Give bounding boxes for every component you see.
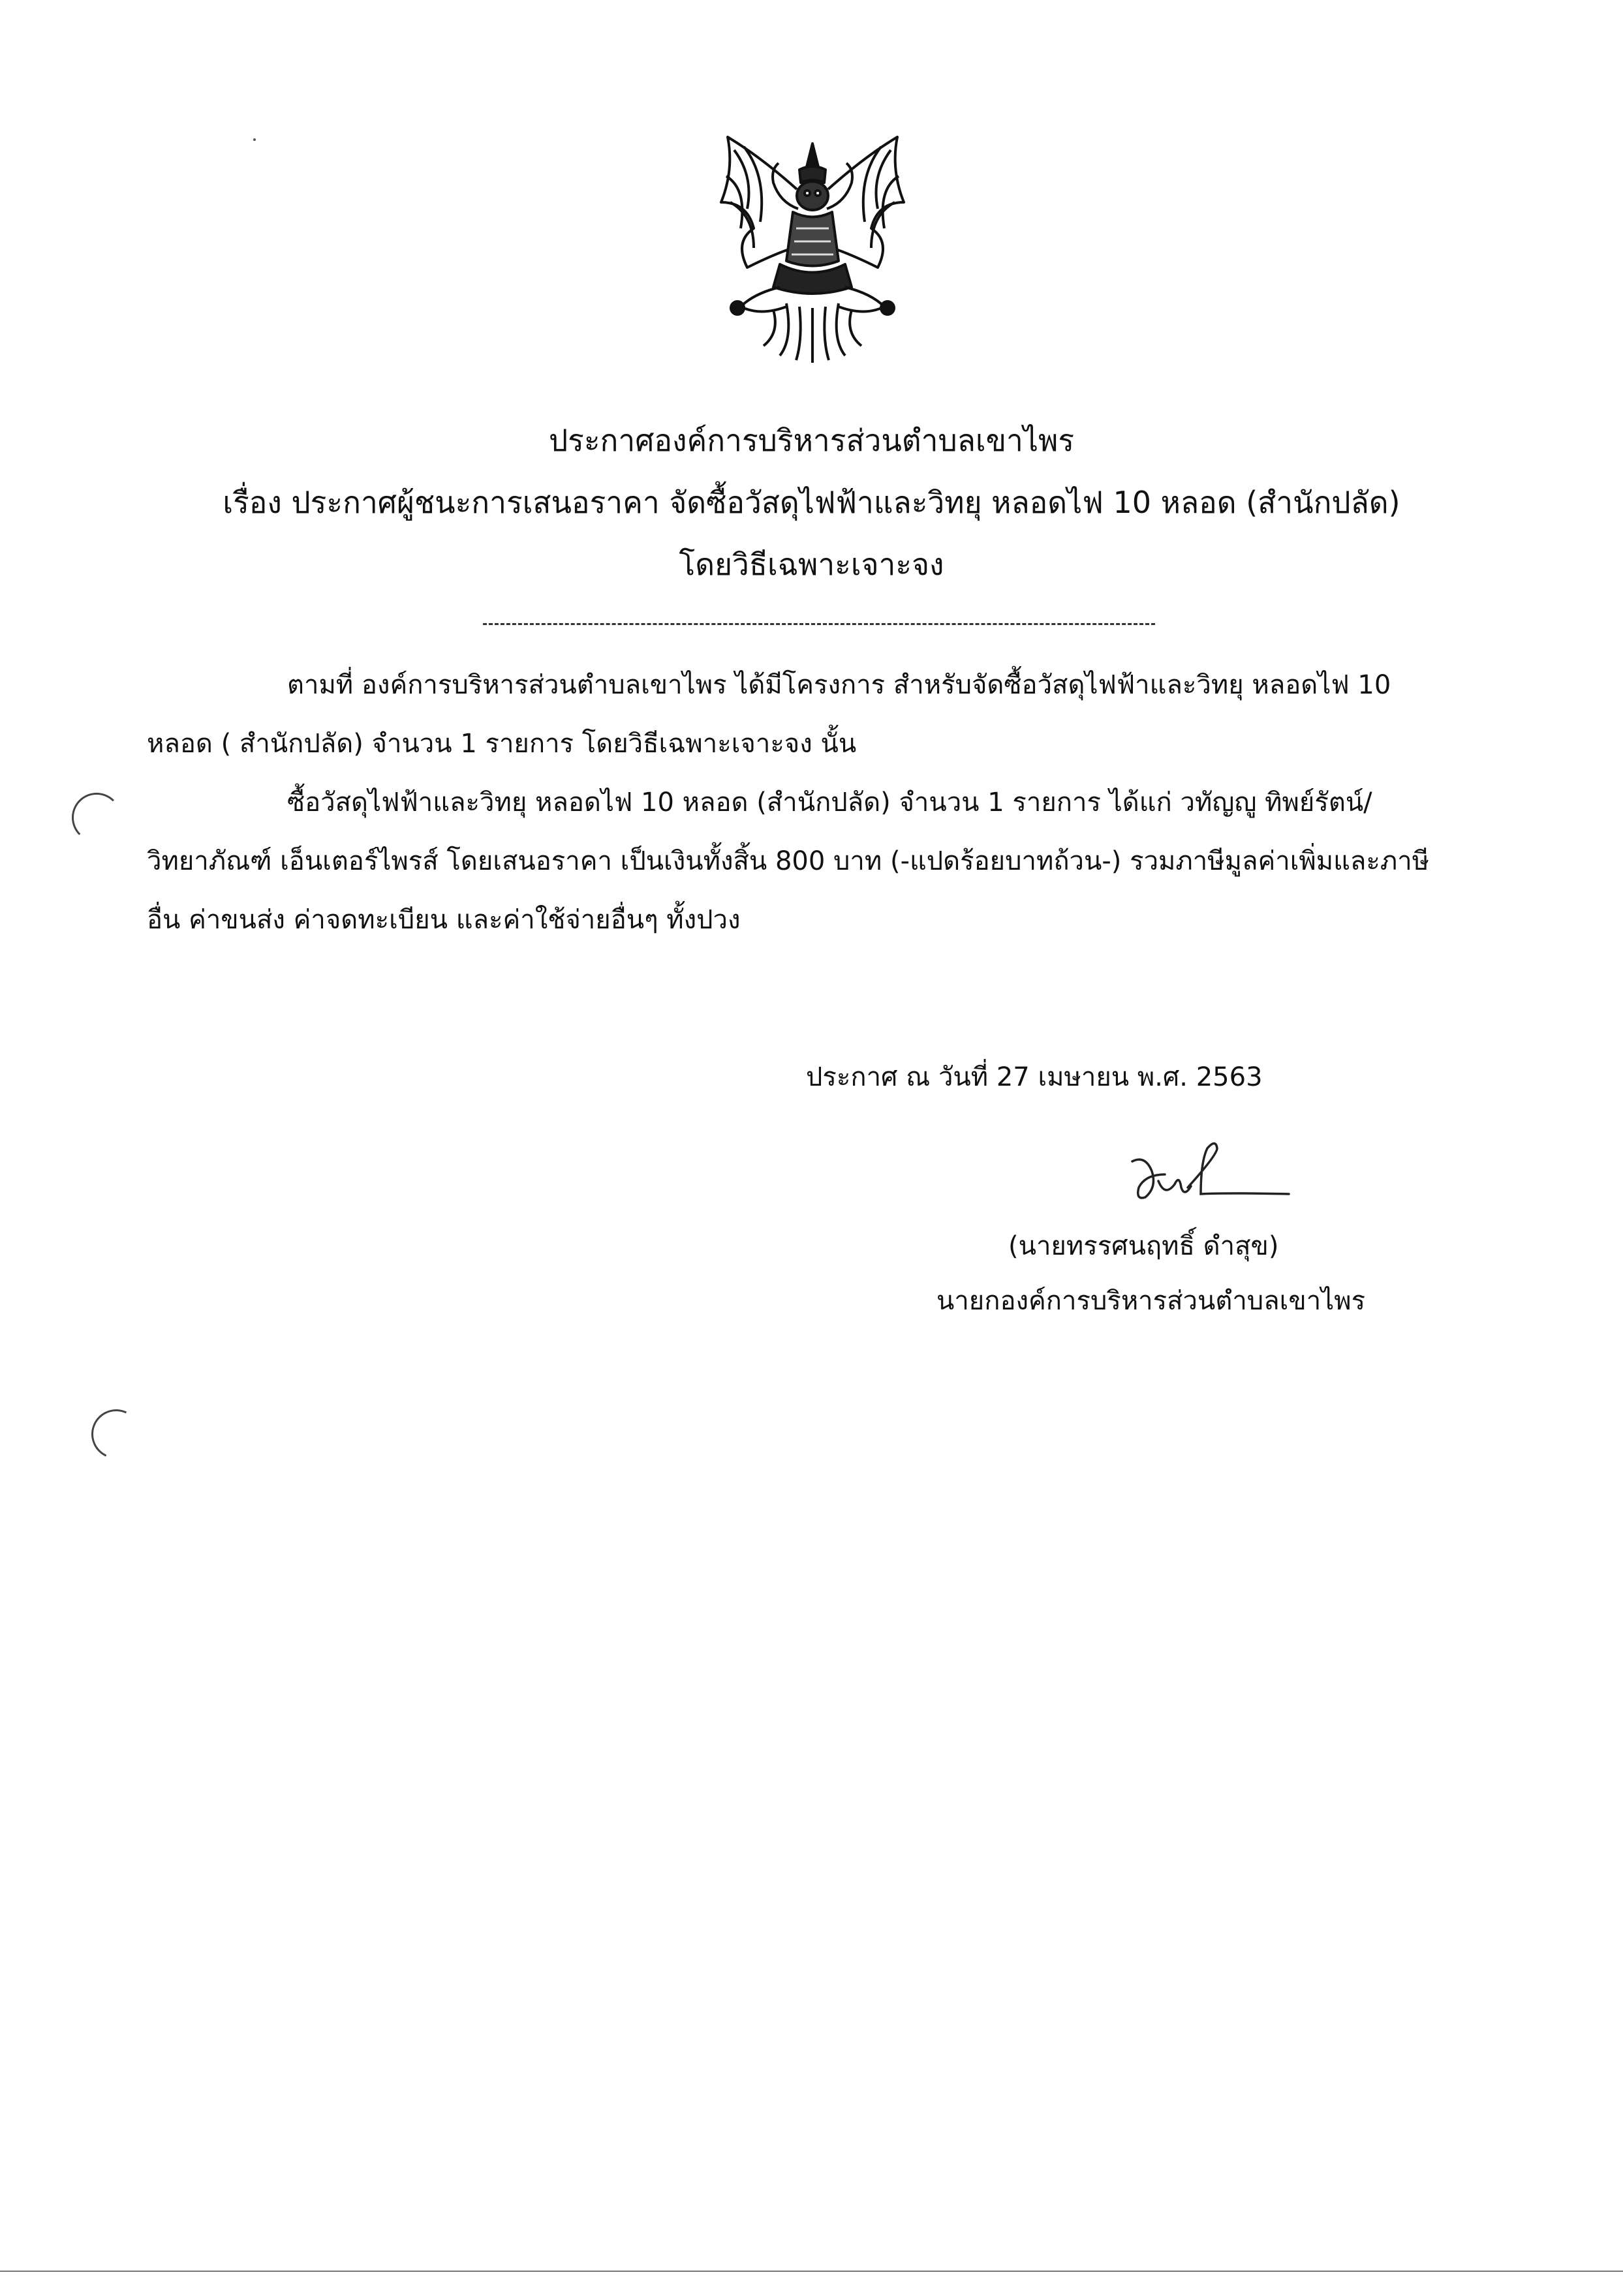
announcement-title: ประกาศองค์การบริหารส่วนตำบลเขาไพร [548, 423, 1075, 458]
scan-speck [253, 138, 256, 141]
handwritten-signature [1119, 1135, 1315, 1214]
announcement-subject: เรื่อง ประกาศผู้ชนะการเสนอราคา จัดซื้อวัสดุไฟฟ้าและวิทยุ หลอดไฟ 10 หลอด (สำนักปลัด) [223, 485, 1400, 520]
punch-hole-mark [84, 1402, 147, 1465]
signatory-position: นายกองค์การบริหารส่วนตำบลเขาไพร [936, 1286, 1366, 1316]
signatory-name: (นายทรรศนฤทธิ์ ดำสุข) [1008, 1231, 1279, 1261]
scan-edge-line [0, 2271, 1623, 2272]
title-divider [483, 623, 1155, 625]
body-paragraph-2-line-1: ซื้อวัสดุไฟฟ้าและวิทยุ หลอดไฟ 10 หลอด (สำนักปลัด) จำนวน 1 รายการ ได้แก่ วทัญญู ทิพย์รัตน์/ [287, 788, 1372, 818]
garuda-emblem-icon [708, 130, 917, 365]
body-paragraph-1-line-1: ตามที่ องค์การบริหารส่วนตำบลเขาไพร ได้มีโครงการ สำหรับจัดซื้อวัสดุไฟฟ้าและวิทยุ หลอดไฟ 10 [287, 670, 1391, 700]
announcement-method: โดยวิธีเฉพาะเจาะจง [679, 547, 944, 582]
body-paragraph-2-line-3: อื่น ค่าขนส่ง ค่าจดทะเบียน และค่าใช้จ่ายอื่นๆ ทั้งปวง [147, 905, 741, 935]
body-paragraph-1-line-2: หลอด ( สำนักปลัด) จำนวน 1 รายการ โดยวิธีเฉพาะเจาะจง นั้น [147, 729, 857, 759]
announcement-date: ประกาศ ณ วันที่ 27 เมษายน พ.ศ. 2563 [806, 1062, 1263, 1092]
punch-hole-mark [72, 793, 121, 842]
body-paragraph-2-line-2: วิทยาภัณฑ์ เอ็นเตอร์ไพรส์ โดยเสนอราคา เป็นเงินทั้งสิ้น 800 บาท (-แปดร้อยบาทถ้วน-) รวมภาษีมูลค่าเพิ่มและภาษี [147, 846, 1430, 876]
